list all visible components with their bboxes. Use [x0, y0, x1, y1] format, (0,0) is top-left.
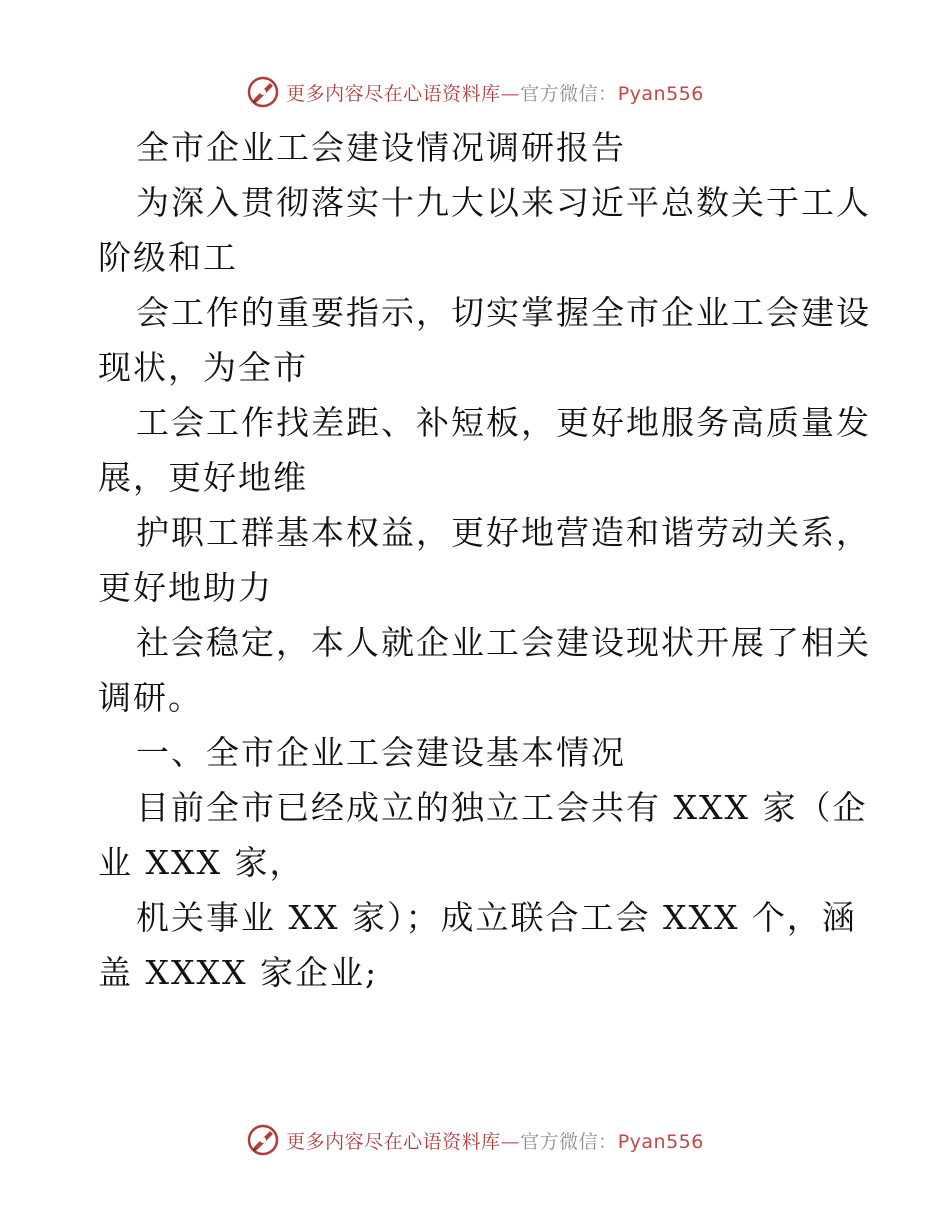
- paragraph-line: 展，更好地维: [98, 458, 308, 497]
- paragraph-line: 为深入贯彻落实十九大以来习近平总数关于工人: [136, 183, 871, 222]
- paragraph-line: 调研。: [98, 678, 203, 717]
- watermark-banner-bottom: [0, 1120, 950, 1160]
- watermark-banner-top: [0, 72, 950, 112]
- paragraph-line: 机关事业 XX 家）；成立联合工会 XXX 个，涵: [136, 898, 857, 937]
- watermark-wechat-label: 官方微信：: [520, 82, 618, 105]
- paragraph-line: 更好地助力: [98, 568, 273, 607]
- document-body: [98, 120, 871, 1000]
- seal-logo-icon: [246, 75, 280, 109]
- paragraph-line: 现状，为全市: [98, 348, 308, 387]
- watermark-slogan: 更多内容尽在心语资料库: [286, 82, 501, 105]
- paragraph-line: 工会工作找差距、补短板，更好地服务高质量发: [136, 403, 871, 442]
- watermark-text: [286, 79, 704, 106]
- paragraph-line: 目前全市已经成立的独立工会共有 XXX 家（企: [136, 788, 868, 827]
- watermark-wechat-id: Pyan556: [617, 82, 704, 105]
- paragraph-line: 护职工群基本权益，更好地营造和谐劳动关系，: [136, 513, 871, 552]
- watermark-dash: —: [500, 82, 521, 105]
- watermark-dash: —: [500, 1130, 521, 1153]
- paragraph-line: 盖 XXXX 家企业;: [98, 953, 379, 992]
- seal-logo-icon: [246, 1123, 280, 1157]
- section-heading: 一、全市企业工会建设基本情况: [136, 733, 626, 772]
- paragraph-line: 业 XXX 家，: [98, 843, 305, 882]
- report-title: 全市企业工会建设情况调研报告: [136, 128, 626, 167]
- watermark-wechat-id: Pyan556: [617, 1130, 704, 1153]
- paragraph-line: 会工作的重要指示，切实掌握全市企业工会建设: [136, 293, 871, 332]
- paragraph-line: 阶级和工: [98, 238, 238, 277]
- paragraph-line: 社会稳定，本人就企业工会建设现状开展了相关: [136, 623, 871, 662]
- watermark-text: [286, 1127, 704, 1154]
- watermark-slogan: 更多内容尽在心语资料库: [286, 1130, 501, 1153]
- watermark-wechat-label: 官方微信：: [520, 1130, 618, 1153]
